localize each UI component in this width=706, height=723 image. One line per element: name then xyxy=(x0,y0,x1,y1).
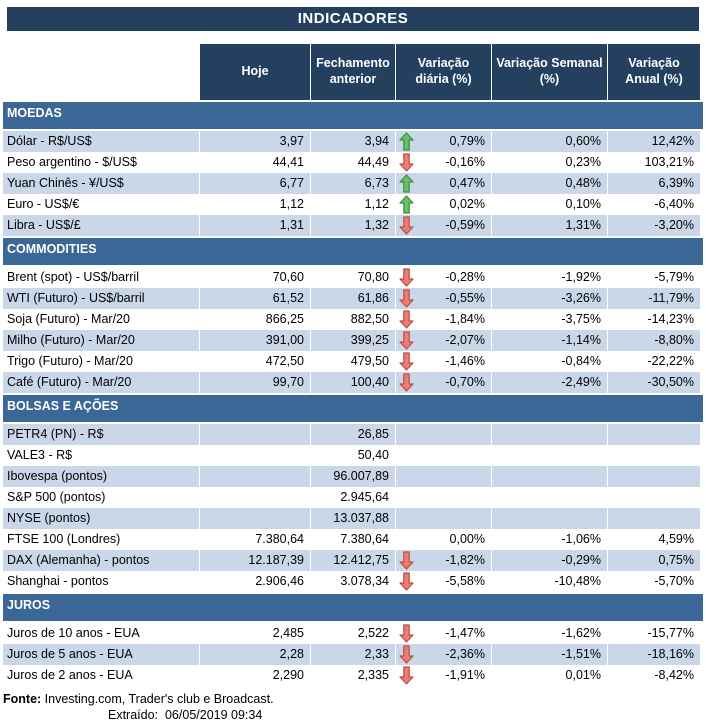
table-body xyxy=(3,102,703,686)
cell-annual-variation xyxy=(608,487,700,508)
indicators-table xyxy=(3,44,703,686)
row-label: WTI (Futuro) - US$/barril xyxy=(3,288,199,309)
cell-annual-variation: -5,70% xyxy=(608,571,700,592)
footer-source xyxy=(3,691,703,707)
cell-weekly-variation xyxy=(492,466,607,487)
row-label: S&P 500 (pontos) xyxy=(3,487,199,508)
table-row xyxy=(3,445,703,466)
daily-variation-value: -0,55% xyxy=(445,291,485,305)
up-arrow-icon xyxy=(399,195,415,214)
no-arrow-spacer xyxy=(399,467,415,486)
column-header-hoje: Hoje xyxy=(200,44,310,100)
table-row xyxy=(3,571,703,592)
cell-fechamento: 479,50 xyxy=(311,351,395,372)
cell-weekly-variation: -1,62% xyxy=(492,623,607,644)
daily-variation-value: -5,58% xyxy=(445,574,485,588)
cell-weekly-variation: -1,14% xyxy=(492,330,607,351)
cell-hoje: 70,60 xyxy=(200,267,310,288)
cell-fechamento: 7.380,64 xyxy=(311,529,395,550)
cell-hoje xyxy=(200,424,310,445)
cell-weekly-variation: -10,48% xyxy=(492,571,607,592)
daily-variation-value: -1,84% xyxy=(445,312,485,326)
row-label: VALE3 - R$ xyxy=(3,445,199,466)
cell-weekly-variation: -0,29% xyxy=(492,550,607,571)
cell-hoje: 61,52 xyxy=(200,288,310,309)
row-label: DAX (Alemanha) - pontos xyxy=(3,550,199,571)
footer-source-label: Fonte: xyxy=(3,692,42,706)
cell-daily-variation xyxy=(396,571,491,592)
cell-weekly-variation: -3,75% xyxy=(492,309,607,330)
cell-fechamento: 96.007,89 xyxy=(311,466,395,487)
down-arrow-icon xyxy=(399,624,415,643)
daily-variation-value: -1,91% xyxy=(445,668,485,682)
column-header-variacao-anual: Variação Anual (%) xyxy=(608,44,700,100)
cell-daily-variation xyxy=(396,267,491,288)
row-label: Brent (spot) - US$/barril xyxy=(3,267,199,288)
section-header-commodities: COMMODITIES xyxy=(3,238,703,265)
down-arrow-icon xyxy=(399,551,415,570)
table-row xyxy=(3,215,703,236)
cell-hoje: 2,290 xyxy=(200,665,310,686)
cell-hoje: 2.906,46 xyxy=(200,571,310,592)
table-row xyxy=(3,330,703,351)
row-label: Peso argentino - $/US$ xyxy=(3,152,199,173)
cell-daily-variation xyxy=(396,215,491,236)
cell-daily-variation xyxy=(396,424,491,445)
cell-fechamento: 882,50 xyxy=(311,309,395,330)
cell-daily-variation xyxy=(396,372,491,393)
daily-variation-value: -0,16% xyxy=(445,155,485,169)
cell-annual-variation xyxy=(608,445,700,466)
cell-fechamento: 44,49 xyxy=(311,152,395,173)
daily-variation-value: -1,47% xyxy=(445,626,485,640)
cell-daily-variation xyxy=(396,152,491,173)
cell-annual-variation: 6,39% xyxy=(608,173,700,194)
row-label: Libra - US$/£ xyxy=(3,215,199,236)
cell-annual-variation: -15,77% xyxy=(608,623,700,644)
table-footer xyxy=(3,691,703,723)
cell-weekly-variation xyxy=(492,445,607,466)
cell-annual-variation: -18,16% xyxy=(608,644,700,665)
cell-daily-variation xyxy=(396,644,491,665)
daily-variation-value: -2,36% xyxy=(445,647,485,661)
cell-fechamento: 13.037,88 xyxy=(311,508,395,529)
cell-daily-variation xyxy=(396,623,491,644)
row-label: Shanghai - pontos xyxy=(3,571,199,592)
table-row xyxy=(3,424,703,445)
no-arrow-spacer xyxy=(399,425,415,444)
cell-hoje: 3,97 xyxy=(200,131,310,152)
row-label: Milho (Futuro) - Mar/20 xyxy=(3,330,199,351)
cell-annual-variation xyxy=(608,466,700,487)
no-arrow-spacer xyxy=(399,530,415,549)
cell-hoje: 472,50 xyxy=(200,351,310,372)
page-title: INDICADORES xyxy=(7,7,699,31)
table-row xyxy=(3,529,703,550)
cell-fechamento: 6,73 xyxy=(311,173,395,194)
section-header-bolsas-e-acoes: BOLSAS E AÇÕES xyxy=(3,395,703,422)
cell-daily-variation xyxy=(396,173,491,194)
cell-hoje xyxy=(200,487,310,508)
row-label: Juros de 10 anos - EUA xyxy=(3,623,199,644)
column-header-variacao-semanal: Variação Semanal (%) xyxy=(492,44,607,100)
table-row xyxy=(3,288,703,309)
footer-extracted xyxy=(3,707,703,723)
daily-variation-value: -1,82% xyxy=(445,553,485,567)
cell-hoje: 99,70 xyxy=(200,372,310,393)
cell-weekly-variation xyxy=(492,487,607,508)
up-arrow-icon xyxy=(399,132,415,151)
footer-source-text: Investing.com, Trader's club e Broadcast. xyxy=(44,692,274,706)
table-row xyxy=(3,665,703,686)
daily-variation-value: -0,59% xyxy=(445,218,485,232)
cell-daily-variation xyxy=(396,665,491,686)
cell-weekly-variation: 0,48% xyxy=(492,173,607,194)
cell-hoje: 1,31 xyxy=(200,215,310,236)
cell-annual-variation: -11,79% xyxy=(608,288,700,309)
cell-annual-variation: -14,23% xyxy=(608,309,700,330)
down-arrow-icon xyxy=(399,289,415,308)
row-label: Yuan Chinês - ¥/US$ xyxy=(3,173,199,194)
column-header-variacao-diaria: Variação diária (%) xyxy=(396,44,491,100)
cell-annual-variation: 4,59% xyxy=(608,529,700,550)
cell-hoje: 1,12 xyxy=(200,194,310,215)
daily-variation-value: 0,02% xyxy=(449,197,485,211)
cell-fechamento: 12.412,75 xyxy=(311,550,395,571)
down-arrow-icon xyxy=(399,216,415,235)
section-header-juros: JUROS xyxy=(3,594,703,621)
daily-variation-value: -0,28% xyxy=(445,270,485,284)
row-label: Juros de 5 anos - EUA xyxy=(3,644,199,665)
down-arrow-icon xyxy=(399,645,415,664)
no-arrow-spacer xyxy=(399,509,415,528)
cell-weekly-variation: 1,31% xyxy=(492,215,607,236)
cell-weekly-variation: 0,10% xyxy=(492,194,607,215)
cell-fechamento: 100,40 xyxy=(311,372,395,393)
row-label: FTSE 100 (Londres) xyxy=(3,529,199,550)
table-row xyxy=(3,466,703,487)
cell-fechamento: 399,25 xyxy=(311,330,395,351)
section-header-moedas: MOEDAS xyxy=(3,102,703,129)
cell-hoje: 2,28 xyxy=(200,644,310,665)
table-row xyxy=(3,194,703,215)
table-row xyxy=(3,309,703,330)
cell-weekly-variation xyxy=(492,424,607,445)
daily-variation-value: 0,79% xyxy=(449,134,485,148)
cell-annual-variation: -6,40% xyxy=(608,194,700,215)
cell-fechamento: 1,32 xyxy=(311,215,395,236)
up-arrow-icon xyxy=(399,174,415,193)
row-label: Juros de 2 anos - EUA xyxy=(3,665,199,686)
table-row xyxy=(3,550,703,571)
cell-daily-variation xyxy=(396,445,491,466)
daily-variation-value: 0,47% xyxy=(449,176,485,190)
down-arrow-icon xyxy=(399,268,415,287)
cell-weekly-variation: -2,49% xyxy=(492,372,607,393)
table-row xyxy=(3,173,703,194)
down-arrow-icon xyxy=(399,373,415,392)
row-label: Café (Futuro) - Mar/20 xyxy=(3,372,199,393)
cell-annual-variation: -22,22% xyxy=(608,351,700,372)
cell-daily-variation xyxy=(396,288,491,309)
cell-fechamento: 50,40 xyxy=(311,445,395,466)
cell-annual-variation: 0,75% xyxy=(608,550,700,571)
cell-fechamento: 70,80 xyxy=(311,267,395,288)
footer-extracted-label: Extraído: xyxy=(108,708,159,722)
cell-hoje xyxy=(200,445,310,466)
cell-daily-variation xyxy=(396,487,491,508)
daily-variation-value: -0,70% xyxy=(445,375,485,389)
down-arrow-icon xyxy=(399,666,415,685)
table-row xyxy=(3,152,703,173)
cell-daily-variation xyxy=(396,194,491,215)
cell-annual-variation xyxy=(608,424,700,445)
cell-annual-variation: -30,50% xyxy=(608,372,700,393)
table-row xyxy=(3,508,703,529)
daily-variation-value: 0,00% xyxy=(449,532,485,546)
cell-weekly-variation: -3,26% xyxy=(492,288,607,309)
cell-annual-variation: -8,80% xyxy=(608,330,700,351)
cell-annual-variation: 103,21% xyxy=(608,152,700,173)
cell-daily-variation xyxy=(396,351,491,372)
table-row xyxy=(3,623,703,644)
cell-daily-variation xyxy=(396,529,491,550)
no-arrow-spacer xyxy=(399,446,415,465)
cell-fechamento: 61,86 xyxy=(311,288,395,309)
column-header-fechamento-anterior: Fechamento anterior xyxy=(311,44,395,100)
cell-weekly-variation: -1,51% xyxy=(492,644,607,665)
cell-hoje xyxy=(200,466,310,487)
cell-hoje: 6,77 xyxy=(200,173,310,194)
cell-hoje: 2,485 xyxy=(200,623,310,644)
cell-annual-variation: -5,79% xyxy=(608,267,700,288)
cell-hoje: 7.380,64 xyxy=(200,529,310,550)
cell-annual-variation: -8,42% xyxy=(608,665,700,686)
cell-fechamento: 2,522 xyxy=(311,623,395,644)
cell-fechamento: 1,12 xyxy=(311,194,395,215)
cell-weekly-variation: 0,01% xyxy=(492,665,607,686)
table-row xyxy=(3,372,703,393)
cell-weekly-variation xyxy=(492,508,607,529)
table-row xyxy=(3,351,703,372)
down-arrow-icon xyxy=(399,310,415,329)
daily-variation-value: -2,07% xyxy=(445,333,485,347)
row-label: Ibovespa (pontos) xyxy=(3,466,199,487)
down-arrow-icon xyxy=(399,153,415,172)
table-header-row xyxy=(3,44,703,100)
row-label: PETR4 (PN) - R$ xyxy=(3,424,199,445)
cell-annual-variation: -3,20% xyxy=(608,215,700,236)
down-arrow-icon xyxy=(399,572,415,591)
cell-daily-variation xyxy=(396,550,491,571)
row-label: Euro - US$/€ xyxy=(3,194,199,215)
cell-hoje: 12.187,39 xyxy=(200,550,310,571)
table-row xyxy=(3,131,703,152)
cell-weekly-variation: -1,92% xyxy=(492,267,607,288)
cell-hoje: 391,00 xyxy=(200,330,310,351)
cell-weekly-variation: -1,06% xyxy=(492,529,607,550)
cell-fechamento: 2,335 xyxy=(311,665,395,686)
cell-hoje: 44,41 xyxy=(200,152,310,173)
cell-fechamento: 26,85 xyxy=(311,424,395,445)
cell-weekly-variation: 0,60% xyxy=(492,131,607,152)
cell-weekly-variation: -0,84% xyxy=(492,351,607,372)
table-row xyxy=(3,267,703,288)
cell-hoje xyxy=(200,508,310,529)
cell-fechamento: 2,33 xyxy=(311,644,395,665)
cell-daily-variation xyxy=(396,508,491,529)
cell-daily-variation xyxy=(396,131,491,152)
down-arrow-icon xyxy=(399,352,415,371)
table-row xyxy=(3,644,703,665)
row-label: Trigo (Futuro) - Mar/20 xyxy=(3,351,199,372)
cell-fechamento: 2.945,64 xyxy=(311,487,395,508)
no-arrow-spacer xyxy=(399,488,415,507)
row-label: Dólar - R$/US$ xyxy=(3,131,199,152)
row-label: NYSE (pontos) xyxy=(3,508,199,529)
cell-fechamento: 3,94 xyxy=(311,131,395,152)
row-label: Soja (Futuro) - Mar/20 xyxy=(3,309,199,330)
cell-daily-variation xyxy=(396,309,491,330)
cell-fechamento: 3.078,34 xyxy=(311,571,395,592)
cell-annual-variation: 12,42% xyxy=(608,131,700,152)
table-row xyxy=(3,487,703,508)
cell-daily-variation xyxy=(396,466,491,487)
cell-hoje: 866,25 xyxy=(200,309,310,330)
cell-weekly-variation: 0,23% xyxy=(492,152,607,173)
down-arrow-icon xyxy=(399,331,415,350)
daily-variation-value: -1,46% xyxy=(445,354,485,368)
cell-annual-variation xyxy=(608,508,700,529)
cell-daily-variation xyxy=(396,330,491,351)
header-corner-cell xyxy=(3,44,199,100)
footer-extracted-value: 06/05/2019 09:34 xyxy=(164,708,263,722)
